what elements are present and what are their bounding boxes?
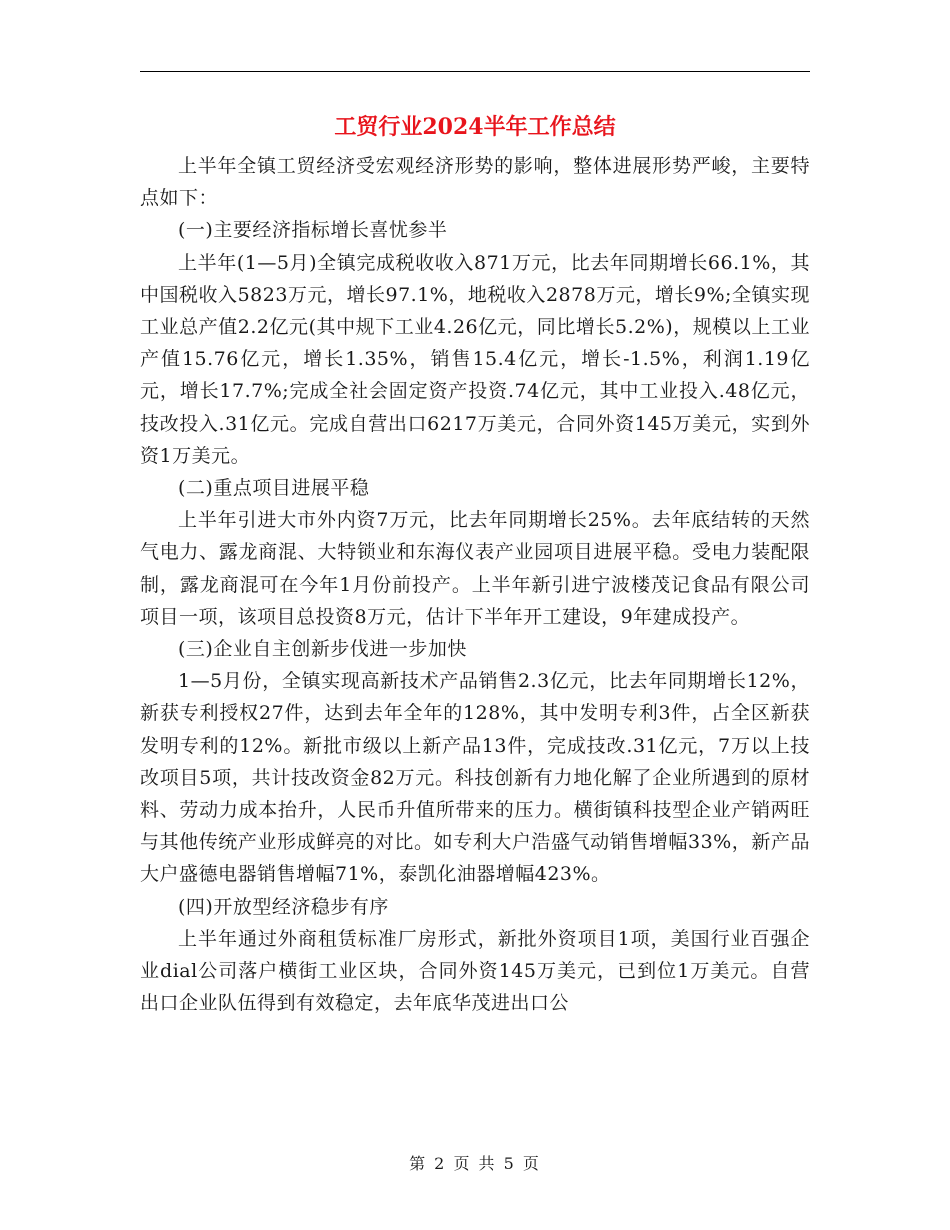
page-number-footer: 第 2 页 共 5 页 <box>409 1154 541 1173</box>
header-rule <box>140 71 810 72</box>
section-heading-3: (三)企业自主创新步伐进一步加快 <box>178 638 467 661</box>
section-heading-2: (二)重点项目进展平稳 <box>178 477 370 500</box>
section-paragraph-3: 1—5月份，全镇实现高新技术产品销售2.3亿元，比去年同期增长12%，新获专利授权27件，达到去年全年的128%，其中发明专利3件，占全区新获发明专利的12%。新批市级以上新产品13件，完成技改.31亿元，7万以上技改项目5项，共计技改资金82万元。科技创新有力地化解了企业所遇到的原材料、劳动力成本抬升，人民币升值所带来的压力。横街镇科技型企业产销两旺与其他传统产业形成鲜亮的对比。如专利大户浩盛气动销售增幅33%，新产品大户盛德电器销售增幅71%，泰凯化油器增幅423%。 <box>140 670 810 886</box>
document-title: 工贸行业2024半年工作总结 <box>334 114 616 140</box>
section-paragraph-2: 上半年引进大市外内资7万元，比去年同期增长25%。去年底结转的天然气电力、露龙商混、大特锁业和东海仪表产业园项目进展平稳。受电力装配限制，露龙商混可在今年1月份前投产。上半年新引进宁波楼茂记食品有限公司项目一项，该项目总投资8万元，估计下半年开工建设，9年建成投产。 <box>140 509 810 628</box>
document-body <box>140 150 810 1019</box>
section-paragraph-1: 上半年(1—5月)全镇完成税收收入871万元，比去年同期增长66.1%，其中国税收入5823万元，增长97.1%，地税收入2878万元，增长9%;全镇实现工业总产值2.2亿元(其中规下工业4.26亿元，同比增长5.2%)，规模以上工业产值15.76亿元，增长1.35%，销售15.4亿元，增长-1.5%，利润1.19亿元，增长17.7%;完成全社会固定资产投资.74亿元，其中工业投入.48亿元，技改投入.31亿元。完成自营出口6217万美元，合同外资145万美元，实到外资1万美元。 <box>140 251 810 467</box>
section-paragraph-4: 上半年通过外商租赁标准厂房形式，新批外资项目1项，美国行业百强企业dial公司落户横街工业区块，合同外资145万美元，已到位1万美元。自营出口企业队伍得到有效稳定，去年底华茂进出口公 <box>140 927 810 1015</box>
section-heading-4: (四)开放型经济稳步有序 <box>178 895 389 918</box>
intro-paragraph: 上半年全镇工贸经济受宏观经济形势的影响，整体进展形势严峻，主要特点如下： <box>140 155 810 210</box>
section-heading-1: (一)主要经济指标增长喜忧参半 <box>178 219 448 242</box>
